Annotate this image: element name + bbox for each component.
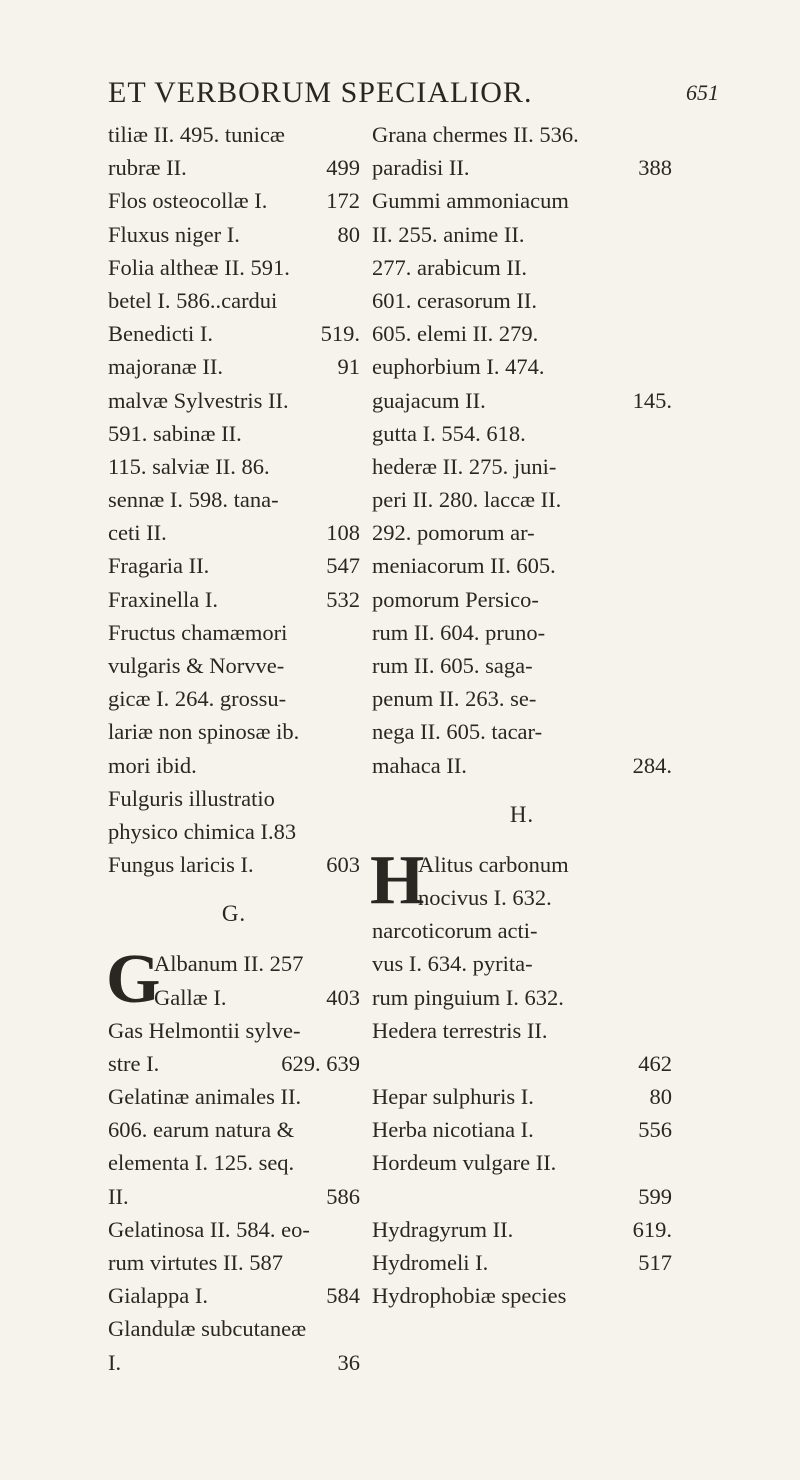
index-line bbox=[372, 384, 672, 417]
index-line bbox=[108, 1246, 360, 1279]
index-line bbox=[108, 417, 360, 450]
index-line bbox=[108, 218, 360, 251]
index-line-page-ref: 388 bbox=[638, 155, 672, 181]
index-line bbox=[372, 1014, 672, 1047]
index-line bbox=[372, 1213, 672, 1246]
index-line bbox=[108, 682, 360, 715]
index-line bbox=[108, 749, 360, 782]
index-line-text: Hepar sulphuris I. bbox=[372, 1084, 534, 1110]
index-line-text: elementa I. 125. seq. bbox=[108, 1150, 295, 1176]
index-line-text: rubræ II. bbox=[108, 155, 187, 181]
index-line bbox=[108, 384, 360, 417]
index-line-text: betel I. 586..cardui bbox=[108, 287, 278, 313]
index-line bbox=[372, 417, 672, 450]
index-line bbox=[372, 151, 672, 184]
index-line bbox=[108, 616, 360, 649]
index-line bbox=[108, 1312, 360, 1345]
index-line-text: rum II. 605. saga- bbox=[372, 653, 533, 678]
index-line-text: 115. salviæ II. 86. bbox=[108, 453, 270, 479]
index-line bbox=[372, 1246, 672, 1279]
header-title: ET VERBORUM SPECIALIOR. bbox=[108, 76, 533, 109]
index-line-text: mori ibid. bbox=[108, 752, 197, 778]
index-line-text: stre I. bbox=[108, 1050, 160, 1076]
index-line bbox=[108, 715, 360, 748]
index-line-page-ref: 403 bbox=[326, 984, 360, 1010]
index-line bbox=[108, 947, 360, 980]
index-line-text: 606. earum natura & bbox=[108, 1117, 295, 1143]
index-line-text: guajacum II. bbox=[372, 387, 486, 413]
index-line-page-ref: 172 bbox=[326, 188, 360, 214]
index-line-text: Fluxus niger I. bbox=[108, 221, 240, 247]
index-line bbox=[372, 682, 672, 715]
index-line bbox=[108, 350, 360, 383]
index-line-text: peri II. 280. laccæ II. bbox=[372, 487, 562, 513]
index-column-left bbox=[108, 118, 360, 1379]
index-line bbox=[372, 317, 672, 350]
index-line-text: Hydrophobiæ species bbox=[372, 1283, 567, 1309]
index-line bbox=[372, 251, 672, 284]
index-line-page-ref: 586 bbox=[326, 1183, 360, 1209]
index-line-page-ref: 547 bbox=[326, 553, 360, 579]
index-line-text: hederæ II. 275. juni- bbox=[372, 453, 557, 479]
index-line-text: Gas Helmontii sylve- bbox=[108, 1017, 301, 1043]
index-line-page-ref: 584 bbox=[326, 1283, 360, 1309]
index-line bbox=[372, 1279, 672, 1312]
index-line-page-ref: 91 bbox=[337, 354, 360, 380]
index-line-page-ref: 145. bbox=[632, 387, 672, 413]
index-line-text: penum II. 263. se- bbox=[372, 686, 537, 712]
index-line-page-ref: 556 bbox=[638, 1117, 672, 1143]
index-line bbox=[372, 1146, 672, 1179]
index-line bbox=[108, 981, 360, 1014]
index-line bbox=[372, 715, 672, 748]
index-line-text: 605. elemi II. 279. bbox=[372, 321, 539, 347]
index-line-text: Gelatinæ animales II. bbox=[108, 1084, 302, 1110]
index-line bbox=[372, 583, 672, 616]
index-line-text: euphorbium I. 474. bbox=[372, 354, 545, 380]
index-line-text: Fulguris illustratio bbox=[108, 785, 275, 811]
index-line-text: Hydragyrum II. bbox=[372, 1216, 514, 1242]
index-line-text: Gummi ammoniacum bbox=[372, 188, 569, 214]
index-line-text: Alitus carbonum bbox=[418, 851, 569, 877]
h-initial-lines bbox=[370, 841, 672, 919]
index-column-right bbox=[372, 118, 672, 1312]
index-line-text: majoranæ II. bbox=[108, 354, 223, 380]
index-line bbox=[108, 649, 360, 682]
index-line-text: 292. pomorum ar- bbox=[372, 520, 535, 546]
index-line-page-ref: 517 bbox=[638, 1250, 672, 1275]
index-line bbox=[372, 516, 672, 549]
left-entries-a bbox=[108, 118, 360, 881]
index-line-text: malvæ Sylvestris II. bbox=[108, 387, 289, 413]
index-line-text: Herba nicotiana I. bbox=[372, 1117, 534, 1143]
index-line bbox=[372, 881, 672, 914]
index-line bbox=[108, 118, 360, 151]
index-line-page-ref: 499 bbox=[326, 155, 360, 181]
initial-entry-g bbox=[106, 941, 360, 1019]
index-line bbox=[372, 848, 672, 881]
index-line bbox=[372, 218, 672, 251]
right-entries-b bbox=[372, 914, 672, 1312]
section-heading-g: G. bbox=[221, 901, 247, 927]
index-line-text: ceti II. bbox=[108, 520, 167, 546]
index-line-page-ref: 599 bbox=[638, 1183, 672, 1209]
index-line bbox=[372, 284, 672, 317]
drop-cap-g: G bbox=[106, 941, 161, 1019]
index-line bbox=[372, 1080, 672, 1113]
index-line-text: 277. arabicum II. bbox=[372, 254, 527, 280]
index-line-text: vulgaris & Norvve- bbox=[108, 653, 285, 678]
index-line bbox=[108, 516, 360, 549]
index-line bbox=[108, 251, 360, 284]
index-line-text: Flos osteocollæ I. bbox=[108, 188, 268, 214]
index-line-text: mahaca II. bbox=[372, 752, 467, 778]
index-line bbox=[372, 483, 672, 516]
index-line-text: tiliæ II. 495. tunicæ bbox=[108, 122, 285, 147]
index-line-page-ref: 284. bbox=[632, 752, 672, 778]
index-line bbox=[372, 947, 672, 980]
index-line-page-ref: 532 bbox=[326, 586, 360, 612]
index-line-text: paradisi II. bbox=[372, 155, 470, 181]
index-line-page-ref: 108 bbox=[326, 520, 360, 546]
initial-entry-h bbox=[370, 841, 672, 919]
index-line bbox=[108, 1213, 360, 1246]
index-line bbox=[108, 583, 360, 616]
index-line-text: nega II. 605. tacar- bbox=[372, 719, 543, 745]
g-initial-lines bbox=[106, 941, 360, 1019]
index-line-text: rum II. 604. pruno- bbox=[372, 619, 546, 645]
index-line-text: Fructus chamæmori bbox=[108, 619, 288, 645]
index-line-text: I. bbox=[108, 1349, 122, 1375]
index-line-page-ref: 629. 639 bbox=[281, 1050, 360, 1076]
index-line bbox=[108, 1279, 360, 1312]
index-line bbox=[372, 981, 672, 1014]
index-line-text: narcoticorum acti- bbox=[372, 918, 538, 944]
index-line bbox=[372, 350, 672, 383]
index-line-page-ref: 80 bbox=[337, 221, 360, 247]
index-line bbox=[372, 749, 672, 782]
index-line-text: 601. cerasorum II. bbox=[372, 287, 537, 313]
index-line-text: 591. sabinæ II. bbox=[108, 420, 242, 446]
index-line bbox=[108, 1113, 360, 1146]
index-line-text: gutta I. 554. 618. bbox=[372, 420, 526, 446]
index-line bbox=[372, 649, 672, 682]
index-line-text: Fraxinella I. bbox=[108, 586, 218, 612]
left-entries-b bbox=[108, 1014, 360, 1379]
index-line-page-ref: 603 bbox=[326, 852, 360, 878]
index-line bbox=[108, 151, 360, 184]
index-line bbox=[108, 1346, 360, 1379]
index-line-text: II. bbox=[108, 1183, 129, 1209]
index-line-text: Hordeum vulgare II. bbox=[372, 1150, 557, 1176]
drop-cap-h: H bbox=[370, 841, 425, 919]
index-line-text: Gelatinosa II. 584. eo- bbox=[108, 1216, 310, 1242]
index-line bbox=[108, 848, 360, 881]
index-line-text: nocivus I. 632. bbox=[418, 884, 552, 910]
index-line-text: Gialappa I. bbox=[108, 1283, 208, 1309]
running-header bbox=[0, 76, 800, 116]
index-line bbox=[108, 1146, 360, 1179]
index-line-text: Benedicti I. bbox=[108, 321, 213, 347]
index-line bbox=[108, 1080, 360, 1113]
index-line-text: rum pinguium I. 632. bbox=[372, 984, 564, 1010]
index-line-text: lariæ non spinosæ ib. bbox=[108, 719, 300, 745]
index-line-text: meniacorum II. 605. bbox=[372, 553, 556, 579]
index-line bbox=[108, 184, 360, 217]
index-line-page-ref: 80 bbox=[649, 1084, 672, 1110]
index-line bbox=[372, 1180, 672, 1213]
index-line bbox=[108, 450, 360, 483]
index-line-text: Glandulæ subcutaneæ bbox=[108, 1316, 307, 1342]
index-line-text: Folia altheæ II. 591. bbox=[108, 254, 290, 280]
index-line-text: rum virtutes II. 587 bbox=[108, 1250, 283, 1275]
index-line-text: Fragaria II. bbox=[108, 553, 210, 579]
index-line-text: Fungus laricis I. bbox=[108, 852, 254, 878]
index-line bbox=[108, 549, 360, 582]
index-line-page-ref: 462 bbox=[638, 1050, 672, 1076]
index-line bbox=[372, 1047, 672, 1080]
index-line-text: sennæ I. 598. tana- bbox=[108, 487, 279, 513]
index-line bbox=[372, 616, 672, 649]
index-line-text: Grana chermes II. 536. bbox=[372, 122, 579, 147]
index-line-text: II. 255. anime II. bbox=[372, 221, 525, 247]
index-line-text: Hydromeli I. bbox=[372, 1250, 489, 1275]
index-line bbox=[108, 782, 360, 815]
index-line-text: Hedera terrestris II. bbox=[372, 1017, 548, 1043]
index-line bbox=[372, 549, 672, 582]
index-line-page-ref: 619. bbox=[632, 1216, 672, 1242]
index-line bbox=[372, 1113, 672, 1146]
index-line-text: pomorum Persico- bbox=[372, 586, 539, 612]
index-line-text: physico chimica I.83 bbox=[108, 818, 297, 844]
index-line-page-ref: 519. bbox=[320, 321, 360, 347]
index-line bbox=[108, 483, 360, 516]
index-line bbox=[372, 914, 672, 947]
index-line-text: Gallæ I. bbox=[154, 984, 227, 1010]
right-entries-a bbox=[372, 118, 672, 782]
index-line bbox=[372, 184, 672, 217]
index-line bbox=[372, 118, 672, 151]
index-line bbox=[108, 1014, 360, 1047]
section-heading-h: H. bbox=[509, 801, 535, 827]
index-line-text: gicæ I. 264. grossu- bbox=[108, 686, 287, 712]
page-number: 651 bbox=[686, 80, 719, 105]
index-line-text: vus I. 634. pyrita- bbox=[372, 951, 533, 977]
index-line bbox=[108, 1047, 360, 1080]
index-line bbox=[108, 1180, 360, 1213]
index-line-text: Albanum II. 257 bbox=[154, 951, 304, 977]
index-line bbox=[108, 284, 360, 317]
index-line bbox=[108, 317, 360, 350]
index-line-page-ref: 36 bbox=[337, 1349, 360, 1375]
index-line bbox=[108, 815, 360, 848]
index-line bbox=[372, 450, 672, 483]
